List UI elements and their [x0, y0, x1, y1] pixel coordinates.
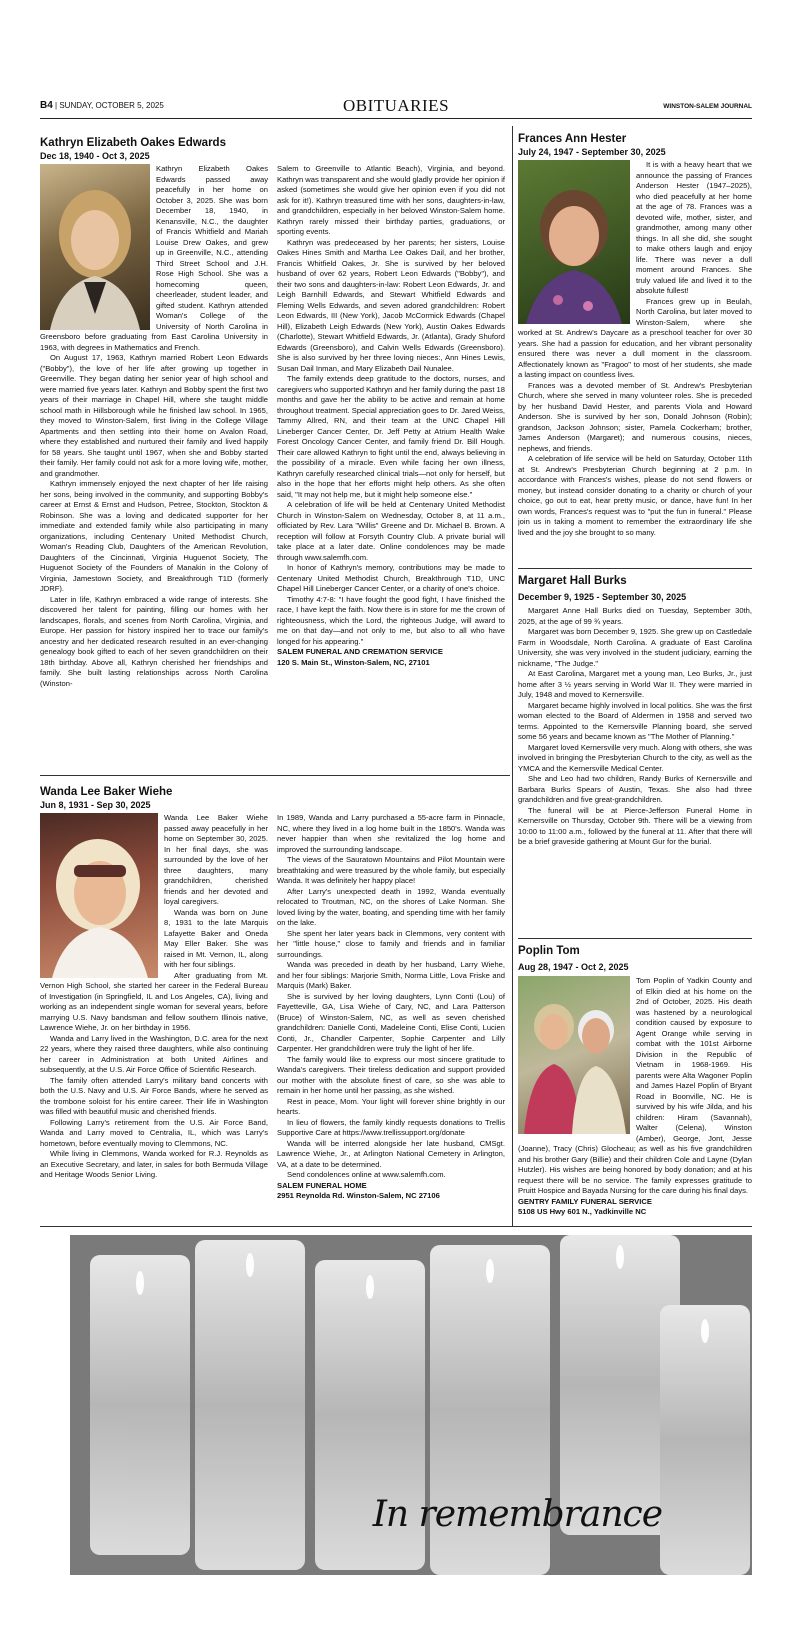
- funeral-home-address: 5108 US Hwy 601 N., Yadkinville NC: [518, 1207, 647, 1216]
- remembrance-caption: In remembrance: [372, 1494, 662, 1535]
- portrait-photo: [40, 164, 150, 330]
- obituary-kathryn: [40, 136, 510, 166]
- remembrance-banner: [70, 1235, 752, 1575]
- funeral-home-address: 120 S. Main St., Winston-Salem, NC, 27101: [277, 657, 430, 667]
- obituary-kathryn-col2: Salem to Greenville to Atlantic Beach), Virginia, and beyond. Kathryn was transparent and she would gladly provide her opinion if asked (sometimes she would give her opinion even if you did not ask for it!). Kathryn treasured time with her sons, daughters-in-law, and grandchildren, especially in her beloved Winston-Salem home. Kathryn rarely missed their birthday parties, graduations, or sporting events. Kathryn was predeceased by her parents; her sisters, Louise Oakes Hines Smith and Martha Lee Oakes Dail, and her brother, Francis Whitfield Oakes, Jr. She is survived by her beloved husband of over 62 years, Robert Leon Edwards ("Bobby"), and their two sons and daughters-in-law: Robert Leon Edwards, Jr. and Leigh Barnhill Edwards, and Stewart Whitfield Edwards and Fleming Wells Edwards, and seven adored grandchildren: Robert Leon Edwards, III (New York), Jacob McCormick Edwards (Chapel Hill), Elizabeth Leigh Edwards (New York), Austin Oakes Edwards (Charlotte), Stewart Whitfield Edwards, Jr. (Atlanta), Grady Shuford Edwards (Greensboro), and Calvin Wells Edwards (Greensboro). She is also survived by her three loving nieces:, Ann Hines Lewis, Susan Dail Inman, and Mary Elizabeth Dail Nunalee. The family extends deep gratitude to the doctors, nurses, and caregivers who supported Kathryn and her family during the past 18 months and gave her the ability to be active and remain at home throughout treatment. Special appreciation goes to Dr. Jared Weiss, Tammy Allred, RN, and their team at the UNC Chapel Hill Lineberger Cancer Center, Dr. Jeff Petty at Atrium Health Wake Forest Oncology Cancer Center, and family friend Dr. Bill Hough. Their care allowed Kathryn to fight until the end, always believing in the possibility of a miracle. Even while facing her own illness, Kathryn carefully researched clinical trials—not only for herself, but also in the hope that her efforts might help others. As she often said, "It may not help me, but it might help someone else." A celebration of life will be held at Centenary United Methodist Church in Winston-Salem on Wednesday, October 8, at 11 a.m., officiated by Rev. Lara "Willis" Greene and Dr. Michael B. Brown. A reception will follow at Forsyth Country Club. A private burial will take place at a later date. Online condolences may be made through www.salemfh.com. In honor of Kathryn's memory, contributions may be made to Centenary United Methodist Church, Breakthrough T1D, UNC Chapel Hill Lineberger Cancer Center, or a charity of one's choice. Timothy 4:7-8: "I have fought the good fight, I have finished the race, I have kept the faith. Now there is in store for me the crown of righteousness, which the Lord, the righteous Judge, will award to me on that day—and not only to me, but also to all who have longed for his appearing." SALEM FUNERAL AND CREMATION SERVICE 120 S. Main St., Winston-Salem, NC, 27101: [277, 164, 505, 667]
- obituary-name: Margaret Hall Burks: [518, 575, 627, 587]
- funeral-home-name: SALEM FUNERAL HOME: [277, 1180, 367, 1190]
- obituary-dates: Jun 8, 1931 - Sep 30, 2025: [40, 800, 151, 810]
- obituary-frances-col: It is with a heavy heart that we announce the passing of Frances Anderson Hester (1947–2025), who died peacefully at her home at the age of 78. Frances was a devoted wife, mother, sister, and grandmother, among many other things. In all she did, she sought to make others laugh and enjoy life. There was never a dull moment around Frances. She truly valued life and lived it to the absolute fullest! Frances grew up in Beulah, North Carolina, but later moved to Winston-Salem, where she worked at St. Andrew's Daycare as a preschool teacher for over 30 years. She had a passion for education, and her vibrant personality ensured there was never a dull moment in the classroom. Affectionately known as "Fragoo" to most of her students, she made a lasting impact on countless lives. Frances was a devoted member of St. Andrew's Presbyterian Church, where she served in many volunteer roles. She is preceded by her husband David Hester, and parents Viola and Howard Anderson. She is survived by her son, Donald Johnson (Robin); grandson, Jackson Johnson; sister, Pamela Cockerham; brother, James Anderson (Margaret); and numerous cousins, nieces, nephews, and friends. A celebration of life service will be held on Saturday, October 11th at St. Andrew's Presbyterian Church beginning at 2 p.m. In accordance with Frances's wishes, please do not send flowers or money, but instead consider donating to a charity or church of your choice, go out to eat, hear pretty music, or dance, have fun! In her own words, Frances's request was to "put the fun in funeral." Please join us in taking a moment to remember the extraordinary life she lived and the joy she brought to so many.: [518, 160, 752, 537]
- newspaper-name: WINSTON-SALEM JOURNAL: [663, 103, 752, 110]
- obituary-margaret: [518, 574, 752, 607]
- obituary-name: Frances Ann Hester: [518, 133, 627, 145]
- funeral-home-name: SALEM FUNERAL AND CREMATION SERVICE: [277, 647, 443, 656]
- funeral-home-name: GENTRY FAMILY FUNERAL SERVICE: [518, 1196, 652, 1206]
- section-divider: [518, 568, 752, 569]
- obituary-dates: December 9, 1925 - September 30, 2025: [518, 592, 687, 602]
- column-rule: [512, 126, 513, 1226]
- obituary-wanda-col1: Wanda Lee Baker Wiehe passed away peacefully in her home on September 30, 2025. In her final days, she was surrounded by the love of her three daughters, many grandchildren, cherished friends and her devoted and loyal caregivers. Wanda was born on June 8, 1931 to the late Marquis Lafayette Baker and Oneda May Eller Baker. She was raised in Mt. Vernon, IL, along with her four siblings. After graduating from Mt. Vernon High School, she started her career in the Federal Bureau of Investigation (in Springfield, IL and Los Angeles, CA), living and working as an independent single woman for several years, before marrying U.S. Navy bandsman and fellow southern Illinois native, Lawrence Wiehe, Jr. on her birthday in 1956. Wanda and Larry lived in the Washington, D.C. area for the next 22 years, where they raised three daughters, while also continuing her career in Administration at both United Airlines and subsequently, at the U.S. Air Force Office of Scientific Research. The family often attended Larry's military band concerts with both the U.S. Navy and U.S. Air Force Bands, where he served as the trombone soloist for his entire career. Their life in Washington was filled with beautiful music and cherished friends. Following Larry's retirement from the U.S. Air Force Band, Wanda and Larry moved to Centralia, IL, which was Larry's hometown, before eventually moving to Clemmons, NC. While living in Clemmons, Wanda worked for R.J. Reynolds as an Executive Secretary, and later, in sales for both Bermuda Village and Heritage Woods Senior Living.: [40, 813, 268, 1179]
- header-rule: [40, 118, 752, 119]
- section-divider: [40, 1226, 752, 1227]
- portrait-photo: [518, 160, 630, 324]
- portrait-photo: [518, 976, 630, 1134]
- section-divider: [518, 938, 752, 939]
- obituary-poplin: [518, 944, 752, 977]
- obituary-frances: [518, 132, 752, 162]
- page-number: B4: [40, 100, 53, 111]
- obituary-kathryn-col1: Kathryn Elizabeth Oakes Edwards passed away peacefully in her home on October 3, 2025. She was born December 18, 1940, in Kenansville, N.C., the daughter of Francis Whitfield and Mariah Louise Drew Oakes, and grew up in Greenville, N.C., attending Third Street School and J.H. Rose High School. She was a homecoming queen, cheerleader, student leader, and gifted student. Kathryn attended Woman's College of the University of North Carolina in Greensboro before graduating from East Carolina University in 1963, with degrees in Mathematics and French. On August 17, 1963, Kathryn married Robert Leon Edwards ("Bobby"), the love of her life after growing up together in Greenville. They began dating her senior year of high school and were married five years later. Kathryn and Bobby spent the first two years of their marriage in Chapel Hill, where she taught middle school math in Hillsborough while he finished law school. In 1965, they moved to Winston-Salem, first living in the College Village Apartments and then settling into their home on Avalon Road, where they established and nurtured their family and lived happily for 58 years. She taught until 1967, when she and Bobby started their family. Her family could not ask for a more loving wife, mother, and grandmother. Kathryn immensely enjoyed the next chapter of her life raising her sons, being involved in the community, and supporting Bobby's career at Ernst & Ernst and Hudson, Petree, Stockton, Stockton & Robinson. She was a loving and dedicated supporter for her immediate and extended family while also participating in many organizations, including Centenary United Methodist Church, Woman's Reading Club, Daughters of the American Revolution, Daughters of the Cincinnati, Virginia Huguenot Society, The Huguenot Society of the Founders of Manakin in the Colony of Virginia, Jamestown Society, and Breakthrough T1D (formerly JDRF). Later in life, Kathryn embraced a wide range of interests. She discovered her talent for painting, filling our homes with her landscapes, florals, and scenes from North Carolina, Virginia, and Europe. Her passion for history inspired her to trace our family's ancestry and her dedicated research resulted in an ever-changing genealogy book gifted to each of her seven grandchildren on their 18th birthday. Above all, Kathryn cherished her friendships and family. She built lasting relationships across North Carolina (Winston-: [40, 164, 268, 688]
- obituary-margaret-col: Margaret Anne Hall Burks died on Tuesday, September 30th, 2025, at the age of 99 ¾ years. Margaret was born December 9, 1925. She grew up on Castledale Farm in Woodsdale, North Carolina. A graduate of East Carolina University, she was very involved in the student judiciary, earning the nickname, "The Judge." At East Carolina, Margaret met a young man, Leo Burks, Jr., just home after 3 ½ years serving in World War II. They were married in July, 1948 and moved to Kernersville. Margaret became highly involved in local politics. She was the first woman elected to the Board of Aldermen in 1958 and served two terms. Appointed to the Kernersville Planning board, she served some 56 years and became known as "The Mother of Planning." Margaret loved Kernersville very much. Along with others, she was involved in bringing the Presbyterian Church to the city, as well as the YMCA and the Kernersville Medical Center. She and Leo had two children, Randy Burks of Kernersville and Barbara Burks Spears of Austin, Texas. She also had three grandchildren and five great-grandchildren. The funeral will be at Pierce-Jefferson Funeral Home in Kernersville on Thursday, October 9th. There will be a viewing from 10:00 to 11:00 a.m., followed by the funeral at 11. After that there will be a brief graveside gathering at Mount Gur for the burial.: [518, 606, 752, 846]
- obituary-dates: Aug 28, 1947 - Oct 2, 2025: [518, 962, 629, 972]
- obituary-wanda: [40, 785, 510, 815]
- issue-date: SUNDAY, OCTOBER 5, 2025: [59, 101, 164, 110]
- section-divider: [40, 775, 510, 776]
- funeral-home-address: 2951 Reynolda Rd. Winston-Salem, NC 27106: [277, 1191, 440, 1200]
- obituary-poplin-col: Tom Poplin of Yadkin County and of Elkin died at his home on the 2nd of October, 2025. His death was hastened by a neurological condition caused by exposure to Agent Orange while serving in combat with the 101st Airborne Division in the Republic of Vietnam in 1968-1969. His parents were Alta Wagoner Poplin and James Hazel Poplin of Bryant Road in Boonville, NC. He is survived by his wife Jilda, and his children: Hiram (Savannah), Walter (Celena), Winston (Amber), George, Jont, Jesse (Joanne), Tracy (Chris) Glocheau; as well as his five grandchildren and his brother Gary (Billie) and their children Cole and Layne (Dylan Hutzler). His wishes are being honored by body donation; and at his request there will be no service. The family expresses gratitude to Pruitt Hospice and Bayada Nursing for the care during his final days. GENTRY FAMILY FUNERAL SERVICE 5108 US Hwy 601 N., Yadkinville NC: [518, 976, 752, 1216]
- section-title: OBITUARIES: [342, 96, 450, 115]
- obituary-dates: Dec 18, 1940 - Oct 3, 2025: [40, 151, 150, 161]
- obituary-wanda-col2: In 1989, Wanda and Larry purchased a 55-acre farm in Pinnacle, NC, where they lived in a log home built in the 1850's. Wanda was never happier than when she revitalized the log home and improved the surrounding landscape. The views of the Sauratown Mountains and Pilot Mountain were breathtaking and were treasured by the whole family, but especially Wanda. It was definitely her happy place! After Larry's unexpected death in 1992, Wanda eventually relocated to Troutman, NC, on the shores of Lake Norman. She loved living by the water, boating, and spending time with her family on the lake. She spent her later years back in Clemmons, very content with her "little house," close to family and friends and in familiar surroundings. Wanda was preceded in death by her husband, Larry Wiehe, and her four siblings: Marjorie Smith, Norma Little, Lova Friske and Marquis (Mark) Baker. She is survived by her loving daughters, Lynn Conti (Lou) of Fayetteville, GA, Lisa Wiehe of Cary, NC, and Lara Patterson (Bruce) of Winston-Salem, NC, as well as seven cherished grandchildren: Danielle Conti, Madeleine Conti, Elise Conti, Lucien Conti, Jr., Chandler Carpenter, Sophie Carpenter and Lilly Carpenter. Her grandchildren were truly the light of her life. The family would like to express our most sincere gratitude to Wanda's caregivers. Their tireless dedication and support provided our mother with the absolute finest of care, so she was able to remain in her home until her passing, as she wished. Rest in peace, Mom. Your light will forever shine brightly in our hearts. In lieu of flowers, the family kindly requests donations to Trellis Supportive Care at https://www.trellissupport.org/donate Wanda will be interred alongside her late husband, CMSgt. Lawrence Wiehe, Jr., at Arlington National Cemetery in Arlington, VA, at a date to be determined. Send condolences online at www.salemfh.com. SALEM FUNERAL HOME 2951 Reynolda Rd. Winston-Salem, NC 27106: [277, 813, 505, 1200]
- page-folio: B4 | SUNDAY, OCTOBER 5, 2025: [40, 100, 164, 111]
- obituary-name: Kathryn Elizabeth Oakes Edwards: [40, 137, 226, 149]
- obituary-name: Wanda Lee Baker Wiehe: [40, 786, 173, 798]
- obituary-name: Poplin Tom: [518, 945, 580, 957]
- portrait-photo: [40, 813, 158, 978]
- obituary-dates: July 24, 1947 - September 30, 2025: [518, 147, 666, 157]
